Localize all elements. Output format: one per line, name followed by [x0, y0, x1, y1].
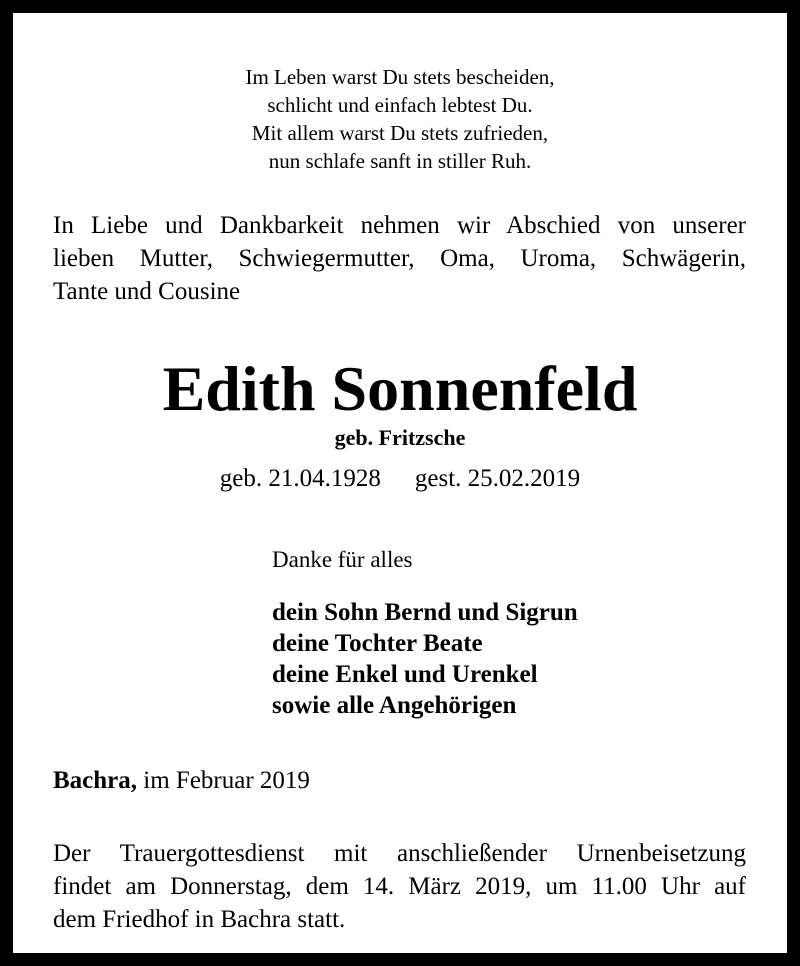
intro-line: lieben Mutter, Schwiegermutter, Oma, Uroma, Schwägerin, [53, 245, 746, 272]
poem [13, 63, 787, 175]
service-line: dem Friedhof in Bachra statt. [53, 906, 346, 933]
place-date [53, 765, 310, 797]
maiden-name: geb. Fritzsche [334, 425, 466, 450]
poem-line: nun schlafe sanft in stiller Ruh. [268, 149, 532, 173]
deceased-name: Edith Sonnenfeld [162, 353, 638, 424]
life-dates [13, 463, 787, 495]
mourner-item: dein Sohn Bernd und Sigrun [272, 599, 578, 626]
birth-date: geb. 21.04.1928 [219, 465, 381, 492]
poem-line: Im Leben warst Du stets bescheiden, [245, 65, 555, 89]
poem-line: schlicht und einfach lebtest Du. [267, 93, 533, 117]
death-date: gest. 25.02.2019 [414, 465, 581, 492]
service-line: findet am Donnerstag, dem 14. März 2019, um 11.00 Uhr auf [53, 873, 746, 900]
intro-line: Tante und Cousine [53, 278, 241, 305]
thanks-line: Danke für alles [272, 547, 413, 572]
service-line: Der Trauergottesdienst mit anschließender Urnenbeisetzung [53, 840, 746, 867]
place-month: im Februar 2019 [143, 767, 310, 794]
mourner-item: deine Enkel und Urenkel [272, 661, 538, 688]
service-paragraph [53, 837, 746, 936]
mourner-item: sowie alle Angehörigen [272, 692, 517, 719]
place-town: Bachra, [53, 767, 138, 794]
intro-line: In Liebe und Dankbarkeit nehmen wir Abschied von unserer [53, 212, 746, 239]
mourners-list [272, 597, 578, 721]
mourner-item: deine Tochter Beate [272, 630, 483, 657]
poem-line: Mit allem warst Du stets zufrieden, [251, 121, 549, 145]
intro-paragraph [53, 209, 746, 308]
